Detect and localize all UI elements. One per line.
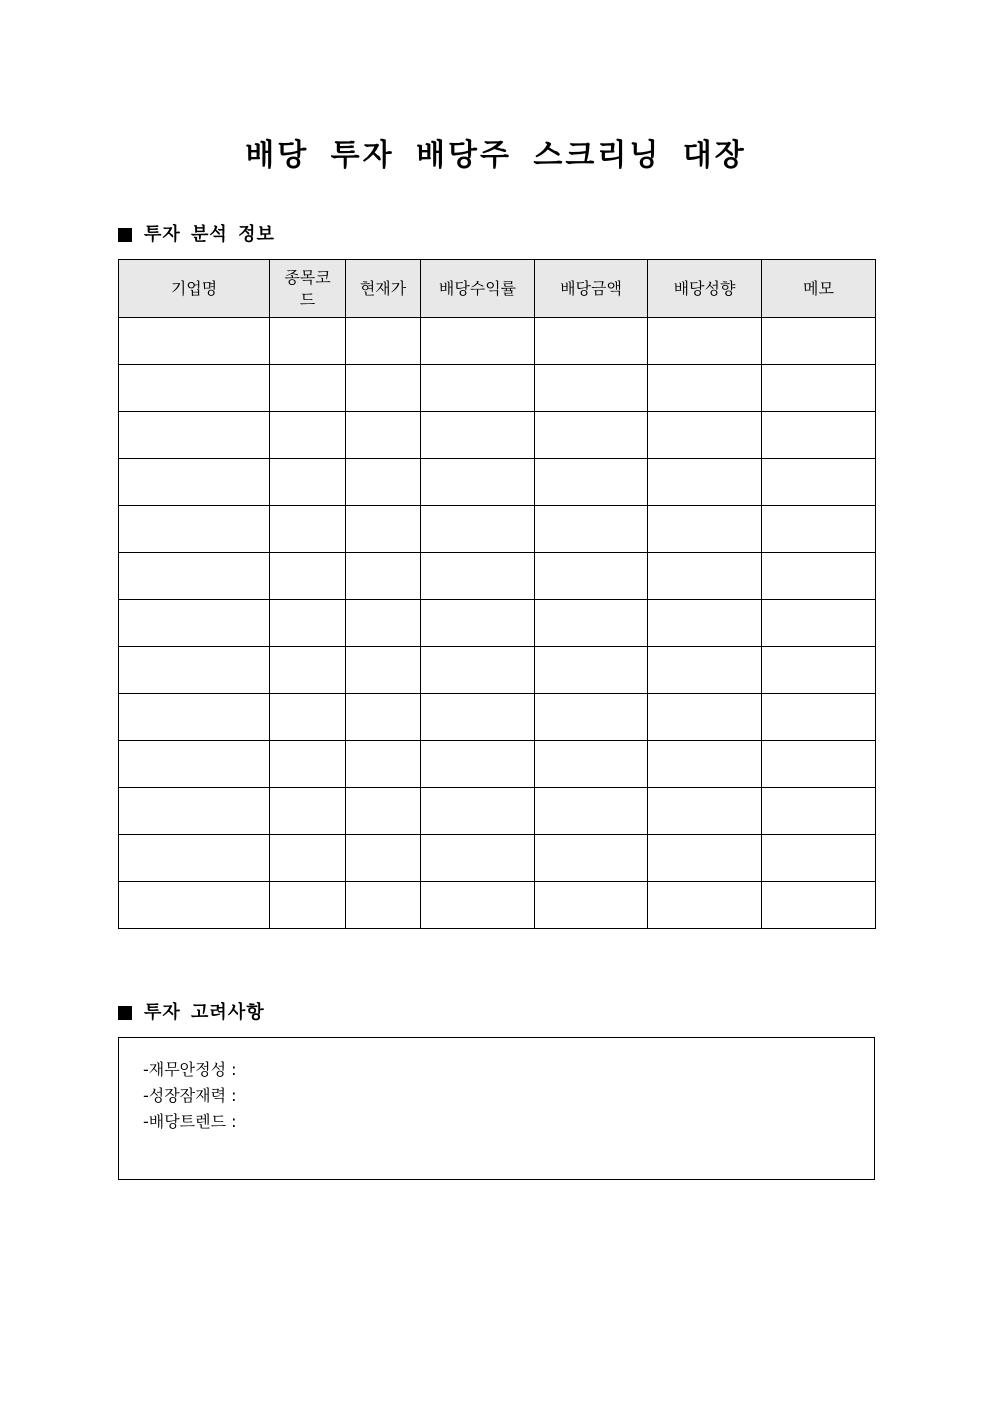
analysis-table [118,259,876,929]
table-cell[interactable] [270,553,346,600]
table-cell[interactable] [346,647,421,694]
table-cell[interactable] [421,741,535,788]
square-bullet-icon [118,1006,132,1020]
column-header-memo: 메모 [762,260,876,318]
table-cell[interactable] [762,459,876,506]
table-cell[interactable] [421,882,535,929]
column-header-ticker: 종목코드 [270,260,346,318]
table-cell[interactable] [762,365,876,412]
table-row [119,835,876,882]
section-heading-label: 투자 분석 정보 [144,224,275,245]
page-title: 배당 투자 배당주 스크리닝 대장 [245,138,747,173]
table-cell[interactable] [421,553,535,600]
considerations-list [119,1038,874,1135]
table-cell[interactable] [535,694,648,741]
table-cell[interactable] [119,647,270,694]
table-cell[interactable] [535,741,648,788]
table-row [119,647,876,694]
column-header-dividend-amount: 배당금액 [535,260,648,318]
table-cell[interactable] [535,506,648,553]
table-cell[interactable] [535,600,648,647]
table-cell[interactable] [421,459,535,506]
table-cell[interactable] [346,788,421,835]
table-cell[interactable] [346,459,421,506]
consideration-item-financial-stability[interactable]: -재무안정성 : [143,1060,237,1079]
column-header-company: 기업명 [119,260,270,318]
table-cell[interactable] [346,365,421,412]
table-cell[interactable] [648,600,762,647]
table-cell[interactable] [119,365,270,412]
table-cell[interactable] [535,553,648,600]
table-row [119,882,876,929]
table-cell[interactable] [762,741,876,788]
table-cell[interactable] [270,835,346,882]
table-cell[interactable] [270,741,346,788]
table-cell[interactable] [648,459,762,506]
table-cell[interactable] [762,412,876,459]
table-cell[interactable] [648,506,762,553]
considerations-box [118,1037,875,1180]
table-cell[interactable] [119,741,270,788]
section-heading-label: 투자 고려사항 [144,1002,265,1023]
table-cell[interactable] [421,412,535,459]
table-cell[interactable] [762,318,876,365]
table-cell[interactable] [535,459,648,506]
table-row [119,741,876,788]
table-cell[interactable] [535,835,648,882]
table-cell[interactable] [270,788,346,835]
table-cell[interactable] [762,506,876,553]
table-cell[interactable] [535,412,648,459]
table-cell[interactable] [421,694,535,741]
table-cell[interactable] [119,600,270,647]
section-heading-analysis [118,222,275,248]
table-cell[interactable] [346,882,421,929]
table-cell[interactable] [762,835,876,882]
table-row [119,459,876,506]
table-cell[interactable] [762,553,876,600]
table-cell[interactable] [648,318,762,365]
table-cell[interactable] [535,318,648,365]
table-cell[interactable] [762,788,876,835]
table-cell[interactable] [421,365,535,412]
table-cell[interactable] [270,459,346,506]
table-row [119,365,876,412]
column-header-payout-ratio: 배당성향 [648,260,762,318]
table-cell[interactable] [270,318,346,365]
table-cell[interactable] [648,788,762,835]
column-header-price: 현재가 [346,260,421,318]
table-cell[interactable] [119,318,270,365]
table-cell[interactable] [648,647,762,694]
table-cell[interactable] [270,365,346,412]
table-cell[interactable] [270,600,346,647]
table-cell[interactable] [421,318,535,365]
table-cell[interactable] [346,835,421,882]
table-cell[interactable] [421,506,535,553]
square-bullet-icon [118,228,132,242]
table-cell[interactable] [119,506,270,553]
table-cell[interactable] [346,553,421,600]
table-cell[interactable] [762,694,876,741]
table-cell[interactable] [535,365,648,412]
table-cell[interactable] [119,553,270,600]
table-row [119,788,876,835]
table-cell[interactable] [346,412,421,459]
table-cell[interactable] [762,647,876,694]
table-cell[interactable] [346,741,421,788]
table-cell[interactable] [346,600,421,647]
table-row [119,506,876,553]
table-cell[interactable] [648,365,762,412]
table-cell[interactable] [421,835,535,882]
table-cell[interactable] [346,506,421,553]
table-cell[interactable] [270,506,346,553]
table-cell[interactable] [421,788,535,835]
table-cell[interactable] [648,882,762,929]
table-cell[interactable] [119,694,270,741]
table-cell[interactable] [119,882,270,929]
section-heading-considerations [118,1000,265,1026]
table-cell[interactable] [119,835,270,882]
table-cell[interactable] [346,694,421,741]
table-cell[interactable] [421,647,535,694]
table-row [119,694,876,741]
table-cell[interactable] [535,788,648,835]
table-row [119,600,876,647]
column-header-yield: 배당수익률 [421,260,535,318]
table-cell[interactable] [270,412,346,459]
table-cell[interactable] [648,741,762,788]
table-cell[interactable] [648,553,762,600]
table-cell[interactable] [648,835,762,882]
table-row [119,318,876,365]
table-cell[interactable] [762,882,876,929]
table-cell[interactable] [346,318,421,365]
consideration-item-growth-potential[interactable]: -성장잠재력 : [143,1086,237,1105]
table-cell[interactable] [535,647,648,694]
table-cell[interactable] [270,882,346,929]
table-cell[interactable] [762,600,876,647]
table-header-row [119,260,876,318]
table-row [119,553,876,600]
table-cell[interactable] [119,788,270,835]
table-cell[interactable] [119,459,270,506]
consideration-item-dividend-trend[interactable]: -배당트렌드 : [143,1112,237,1131]
table-body [119,318,876,929]
table-cell[interactable] [648,694,762,741]
table-cell[interactable] [648,412,762,459]
table-cell[interactable] [119,412,270,459]
table-cell[interactable] [421,600,535,647]
table-cell[interactable] [270,694,346,741]
table-row [119,412,876,459]
table-cell[interactable] [535,882,648,929]
table-cell[interactable] [270,647,346,694]
